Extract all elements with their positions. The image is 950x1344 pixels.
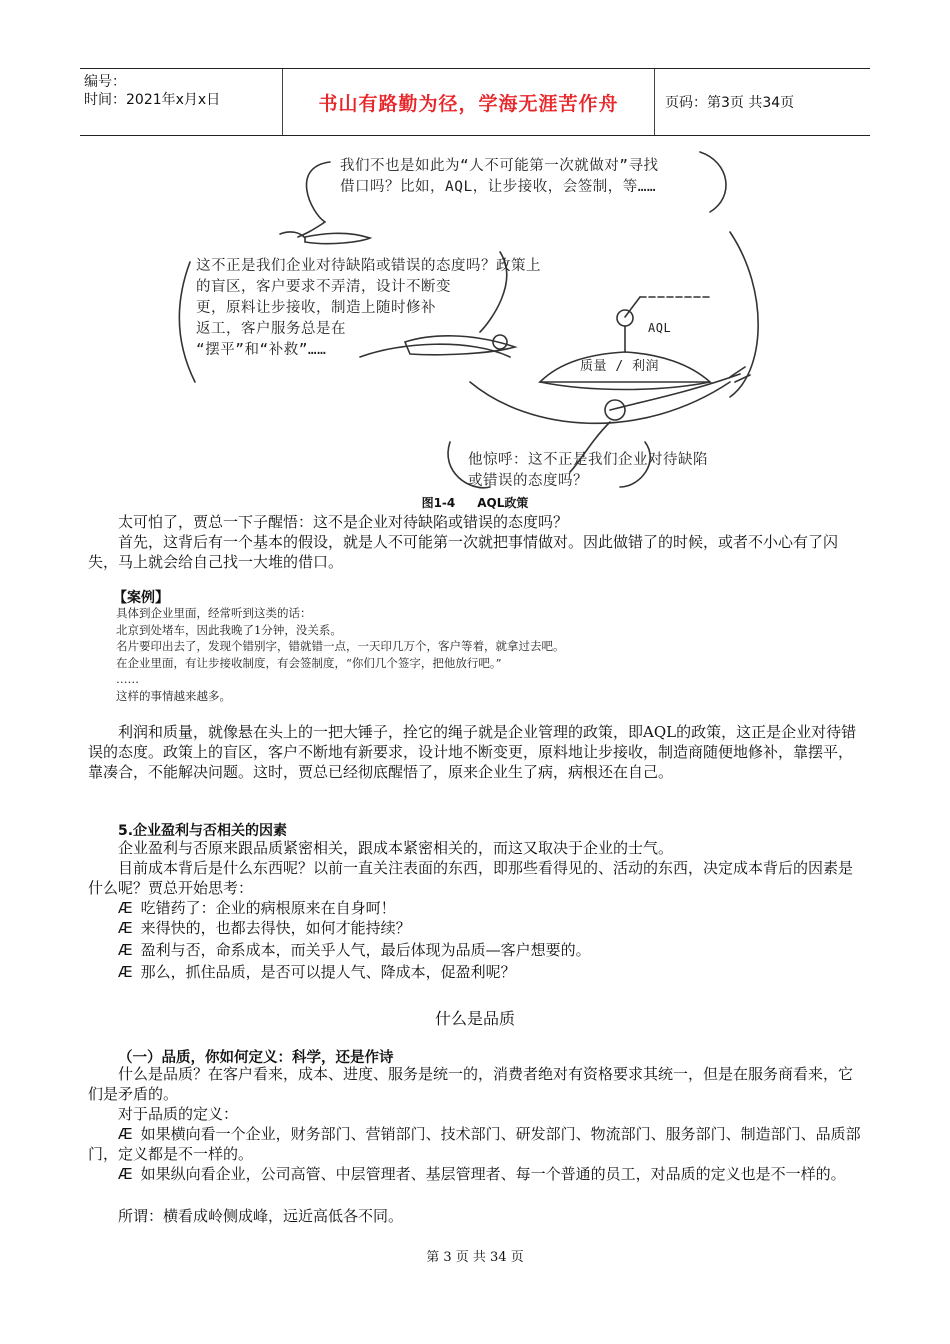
- bubble-bottom-line-1: 他惊呼：这不正是我们企业对待缺陷: [468, 452, 708, 468]
- case-line: 名片要印出去了，发现个错别字，错就错一点，一天印几万个，客户等着，就拿过去吧。: [116, 639, 565, 653]
- number-label: 编号：: [84, 74, 126, 90]
- bubble-middle-line-4: 返工，客户服务总是在: [196, 321, 346, 337]
- bubble-top-line-2: 借口吗？比如，AQL，让步接收，会签制，等……: [340, 179, 657, 195]
- paragraph-5: 目前成本背后是什么东西呢？以前一直关注表面的东西，即那些看得见的、活动的东西，决定成本背后的因素是什么呢？贾总开始思考：: [88, 859, 854, 897]
- paragraph-1: 太可怕了，贾总一下子醒悟：这不是企业对待缺陷或错误的态度吗？: [118, 513, 569, 531]
- date-label: 时间：2021年x月x日: [84, 92, 221, 108]
- bubble-middle-line-3: 更，原料让步接收，制造上随时修补: [196, 300, 436, 316]
- paragraph-bullet-vertical: [88, 1164, 864, 1184]
- page-header: [80, 68, 870, 136]
- header-meta: [80, 69, 282, 135]
- paragraph-8: 所谓：横看成岭侧成峰，远近高低各不同。: [118, 1207, 404, 1225]
- bullet-item: [118, 962, 516, 982]
- bubble-middle-line-1: 这不正是我们企业对待缺陷或错误的态度吗？政策上: [196, 258, 541, 274]
- bullet-text: 如果纵向看企业，公司高管、中层管理者、基层管理者、每一个普通的员工，对品质的定义也是不一样的。: [140, 1165, 846, 1183]
- bullet-mark: Æ: [118, 1125, 133, 1143]
- case-title: 【案例】: [113, 590, 169, 606]
- case-line: 具体到企业里面，经常听到这类的话：: [116, 606, 312, 620]
- paragraph-7: 对于品质的定义：: [118, 1105, 239, 1123]
- bubble-middle-line-5: “摆平”和“补救”……: [196, 342, 327, 358]
- paragraph-4: 企业盈利与否原来跟品质紧密相关，跟成本紧密相关的，而这又取决于企业的士气。: [118, 839, 674, 857]
- sub-heading: （一）品质，你如何定义：科学，还是作诗: [118, 1050, 394, 1066]
- bullet-text: 吃错药了：企业的病根原来在自身呵！: [140, 899, 396, 917]
- case-line: ……: [116, 672, 139, 686]
- bullet-text: 那么，抓住品质，是否可以提人气、降成本，促盈利呢？: [140, 963, 516, 981]
- bullet-mark: Æ: [118, 899, 133, 917]
- figure-caption: [0, 494, 950, 511]
- bullet-mark: Æ: [118, 963, 133, 981]
- section-heading: 什么是品质: [434, 1009, 515, 1028]
- case-line: 这样的事情越来越多。: [116, 688, 231, 703]
- header-page-info: 页码：第3页 共34页: [665, 95, 795, 111]
- aql-policy-illustration: [170, 142, 770, 494]
- paragraph-bullet-horizontal: [88, 1124, 864, 1164]
- bubble-middle-line-2: 的盲区，客户要求不弄清，设计不断变: [196, 279, 451, 295]
- paragraph-3: 利润和质量，就像悬在头上的一把大锤子，拴它的绳子就是企业管理的政策，即AQL的政策，这正是企业对待错误的态度。政策上的盲区，客户不断地有新要求，设计地不断变更，原料地让步接收，制造商随便地修补，靠摆平，靠凑合，不能解决问题。这时，贾总已经彻底醒悟了，原来企业生了病，病根还在自己。: [88, 723, 857, 781]
- bullet-mark: Æ: [118, 1165, 133, 1183]
- header-motto: 书山有路勤为径，学海无涯苦作舟: [282, 69, 655, 135]
- case-line: 在企业里面，有让步接收制度，有会签制度，“你们几个签字，把他放行吧。”: [116, 655, 502, 670]
- bullet-item: [118, 940, 591, 960]
- bubble-bottom-line-2: 或错误的态度吗？: [468, 473, 588, 489]
- paragraph-6: 什么是品质？在客户看来，成本、进度、服务是统一的，消费者绝对有资格要求其统一，但是在服务商看来，它们是矛盾的。: [88, 1065, 854, 1103]
- bullet-item: [118, 918, 411, 938]
- bubble-middle: [196, 256, 541, 361]
- bullet-text: 盈利与否，命系成本，而关乎人气，最后体现为品质—客户想要的。: [140, 941, 591, 959]
- figure-caption-number: 图1-4: [421, 496, 456, 510]
- page-footer: 第 3 页 共 34 页: [426, 1250, 524, 1265]
- section-5-title: 5.企业盈利与否相关的因素: [118, 823, 288, 839]
- bubble-bottom: [468, 450, 708, 492]
- case-block: [116, 605, 756, 704]
- weight-label: 质量 / 利润: [580, 359, 659, 374]
- bullet-item: [118, 898, 396, 918]
- case-line: 北京到处堵车，因此我晚了1分钟，没关系。: [116, 622, 342, 637]
- aql-label: AQL: [648, 321, 672, 335]
- bullet-mark: Æ: [118, 919, 133, 937]
- paragraph-2: 首先，这背后有一个基本的假设，就是人不可能第一次就把事情做对。因此做错了的时候，或者不小心有了闪失，马上就会给自己找一大堆的借口。: [88, 533, 839, 571]
- figure-caption-title: AQL政策: [477, 496, 529, 510]
- bullet-text: 如果横向看一个企业，财务部门、营销部门、技术部门、研发部门、物流部门、服务部门、制造部门、品质部门，定义都是不一样的。: [88, 1125, 861, 1163]
- bullet-text: 来得快的，也都去得快，如何才能持续？: [140, 919, 411, 937]
- bullet-mark: Æ: [118, 941, 133, 959]
- bubble-top-line-1: 我们不也是如此为“人不可能第一次就做对”寻找: [340, 158, 659, 174]
- bubble-top: [340, 156, 658, 198]
